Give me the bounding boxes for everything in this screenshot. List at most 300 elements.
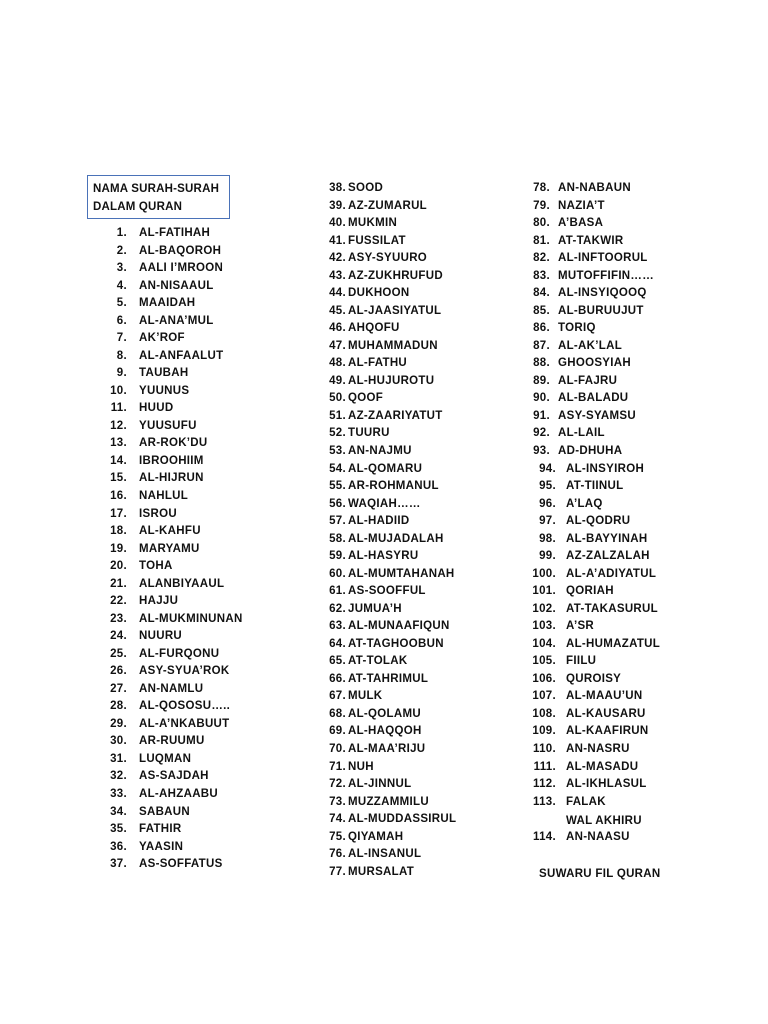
surah-list-item	[96, 716, 326, 734]
surah-list-item	[96, 786, 326, 804]
surah-name: AL-IKHLASUL	[566, 778, 647, 791]
surah-number: 36.	[110, 840, 127, 853]
surah-number: 44.	[329, 287, 346, 300]
surah-name: AS-SOOFFUL	[348, 585, 426, 598]
surah-name: AT-TAKWIR	[558, 234, 624, 247]
title-line-1: NAMA SURAH-SURAH	[93, 183, 220, 195]
surah-number: 93.	[533, 444, 550, 457]
surah-list-item	[96, 856, 326, 874]
surah-list-item	[508, 355, 748, 373]
surah-number: 70.	[329, 743, 346, 755]
surah-list-item	[508, 513, 748, 531]
surah-name: AL-ANFAALUT	[139, 349, 224, 362]
surah-name: AL-ANA’MUL	[139, 314, 214, 327]
surah-number: 29.	[110, 717, 127, 730]
surah-number: 102.	[532, 602, 556, 615]
surah-name: TOHA	[139, 560, 173, 573]
surah-name: AL-MUKMINUNAN	[139, 612, 243, 625]
surah-number: 90.	[533, 392, 550, 405]
surah-number: 104.	[532, 637, 556, 650]
surah-name: NAHLUL	[139, 489, 189, 502]
surah-name: AL-INSANUL	[348, 848, 422, 861]
surah-list-item	[306, 811, 526, 829]
surah-number: 1.	[116, 227, 127, 239]
surah-number: 6.	[116, 314, 127, 327]
surah-number: 110.	[533, 743, 556, 755]
surah-name: DUKHOON	[348, 287, 410, 300]
surah-number: 52.	[329, 427, 346, 440]
surah-number: 80.	[533, 217, 550, 230]
surah-list-item	[96, 488, 326, 506]
surah-name: MUKMIN	[348, 217, 398, 230]
surah-list-item	[508, 268, 748, 286]
surah-number: 76.	[329, 848, 346, 861]
surah-list-item	[508, 618, 748, 636]
surah-name: AL-JINNUL	[348, 778, 412, 791]
surah-number: 19.	[110, 542, 127, 555]
surah-name: FUSSILAT	[348, 234, 406, 247]
surah-number: 47.	[329, 339, 346, 352]
surah-name: FALAK	[566, 795, 606, 808]
surah-name: AZ-ZUMARUL	[348, 199, 428, 212]
surah-name: AL-FATHU	[348, 357, 408, 370]
surah-name: AL-FATIHAH	[139, 227, 211, 239]
surah-name: AL-HUMAZATUL	[566, 637, 661, 650]
surah-number: 58.	[329, 532, 346, 545]
surah-list-item	[306, 320, 526, 338]
surah-number: 65.	[329, 655, 346, 668]
surah-name: AN-NAJMU	[348, 444, 412, 457]
surah-list-item	[306, 794, 526, 812]
surah-name: LUQMAN	[139, 752, 192, 765]
surah-name: AT-TAGHOOBUN	[348, 637, 444, 650]
surah-list-item	[96, 821, 326, 839]
surah-list-item	[96, 804, 326, 822]
surah-name: AL-FURQONU	[139, 647, 220, 660]
surah-list-item	[508, 829, 748, 847]
surah-list-item	[306, 741, 526, 759]
surah-name: ISROU	[139, 507, 177, 520]
surah-number: 82.	[533, 252, 550, 265]
surah-name: AL-MAAU’UN	[566, 690, 643, 703]
surah-name: QOOF	[348, 392, 384, 405]
surah-name: YUUNUS	[139, 384, 190, 397]
surah-list-item	[96, 365, 326, 383]
surah-name: AL-BALADU	[558, 392, 629, 405]
surah-number: 22.	[110, 595, 127, 608]
suwaru-fil-quran-note: SUWARU FIL QURAN	[539, 868, 661, 880]
surah-number: 66.	[329, 672, 346, 685]
surah-number: 53.	[329, 444, 346, 457]
surah-name: AR-RUUMU	[139, 735, 205, 748]
surah-list-item	[96, 470, 326, 488]
surah-name: A’LAQ	[566, 497, 603, 510]
surah-name: AS-SAJDAH	[139, 770, 209, 783]
surah-name: AL-FAJRU	[558, 374, 618, 387]
surah-list-item	[508, 215, 748, 233]
surah-list-item	[96, 628, 326, 646]
surah-number: 9.	[116, 367, 127, 380]
surah-list-item	[306, 373, 526, 391]
surah-name: AL-MUDDASSIRUL	[348, 813, 457, 826]
surah-list-item	[306, 531, 526, 549]
surah-list-item	[96, 751, 326, 769]
surah-list-item	[96, 663, 326, 681]
surah-name: MUHAMMADUN	[348, 339, 438, 352]
surah-name: JUMUA’H	[348, 602, 402, 615]
surah-number: 61.	[329, 585, 346, 598]
surah-list-item	[306, 583, 526, 601]
surah-number: 83.	[533, 269, 550, 282]
surah-list-item	[306, 303, 526, 321]
surah-list-item	[306, 513, 526, 531]
surah-list-item	[508, 583, 748, 601]
surah-number: 23.	[110, 612, 127, 625]
surah-name: AL-JAASIYATUL	[348, 304, 442, 317]
surah-list-item	[306, 829, 526, 847]
surah-number: 94.	[539, 462, 556, 475]
surah-name: SABAUN	[139, 805, 190, 818]
surah-list-item	[306, 443, 526, 461]
surah-number: 7.	[116, 332, 127, 345]
surah-name: AL-INFTOORUL	[558, 252, 648, 265]
surah-list-item	[96, 243, 326, 261]
surah-name: AL-KAUSARU	[566, 707, 646, 720]
surah-name: FATHIR	[139, 823, 182, 836]
surah-list-item	[96, 278, 326, 296]
surah-list-item	[96, 313, 326, 331]
surah-name: AL-HIJRUN	[139, 472, 204, 485]
surah-number: 30.	[110, 735, 127, 748]
surah-name: MUZZAMMILU	[348, 795, 429, 808]
surah-name: A’SR	[566, 620, 595, 633]
surah-name: AL-INSYIROH	[566, 462, 645, 475]
surah-number: 75.	[329, 830, 346, 843]
surah-name: MURSALAT	[348, 865, 415, 878]
surah-number: 35.	[110, 823, 127, 836]
surah-list-item	[306, 390, 526, 408]
surah-list-item	[96, 348, 326, 366]
surah-list-item	[306, 776, 526, 794]
surah-name: AL-MUJADALAH	[348, 532, 444, 545]
surah-number: 107.	[532, 690, 556, 703]
surah-name: AL-INSYIQOOQ	[558, 287, 647, 300]
surah-name: AL-HUJUROTU	[348, 374, 435, 387]
surah-list-item	[306, 618, 526, 636]
surah-name: NUH	[348, 760, 374, 773]
surah-name: A’BASA	[558, 217, 604, 230]
surah-number: 21.	[110, 577, 127, 590]
surah-number: 12.	[110, 419, 127, 432]
surah-number: 57.	[329, 515, 346, 528]
surah-list-item	[508, 390, 748, 408]
surah-number: 8.	[116, 349, 127, 362]
surah-number: 99.	[539, 550, 556, 563]
surah-list-item	[306, 478, 526, 496]
surah-number: 55.	[329, 480, 346, 493]
surah-number: 2.	[116, 244, 127, 257]
surah-list-item	[96, 839, 326, 857]
surah-name: AL-MASADU	[566, 760, 639, 773]
surah-number: 111.	[533, 760, 556, 773]
surah-name: FIILU	[566, 655, 597, 668]
surah-list-item	[508, 671, 748, 689]
surah-number: 68.	[329, 707, 346, 720]
surah-list-column-2	[306, 180, 526, 881]
surah-list-item	[508, 496, 748, 514]
surah-name: MARYAMU	[139, 542, 200, 555]
surah-number: 17.	[110, 507, 127, 520]
surah-list-item	[508, 723, 748, 741]
surah-list-item	[96, 418, 326, 436]
surah-name: AD-DHUHA	[558, 444, 623, 457]
surah-list-item	[96, 295, 326, 313]
surah-number: 49.	[329, 374, 346, 387]
surah-list-item	[508, 653, 748, 671]
surah-number: 97.	[539, 515, 556, 528]
surah-number: 74.	[329, 813, 346, 826]
surah-name: ASY-SYUA’ROK	[139, 665, 230, 678]
surah-number: 95.	[539, 480, 556, 493]
surah-number: 109.	[532, 725, 556, 738]
surah-name: TAUBAH	[139, 367, 189, 380]
surah-number: 27.	[110, 682, 127, 695]
surah-list-item	[508, 198, 748, 216]
surah-list-item	[508, 601, 748, 619]
surah-list-item	[508, 759, 748, 777]
surah-number: 43.	[329, 269, 346, 282]
surah-list-item	[508, 461, 748, 479]
surah-number: 24.	[110, 630, 127, 643]
surah-number: 34.	[110, 805, 127, 818]
surah-name: AL-MAA’RIJU	[348, 743, 426, 755]
surah-number: 113.	[533, 795, 556, 808]
surah-number: 33.	[110, 788, 127, 800]
surah-name: YUUSUFU	[139, 419, 197, 432]
surah-number: 105.	[532, 655, 556, 668]
surah-number: 100.	[532, 567, 556, 580]
surah-number: 32.	[110, 770, 127, 783]
surah-number: 5.	[116, 297, 127, 310]
surah-list-item	[96, 383, 326, 401]
surah-list-column-3	[508, 180, 748, 846]
surah-name: WAQIAH……	[348, 497, 421, 510]
surah-list-item	[508, 531, 748, 549]
surah-number: 79.	[533, 199, 550, 212]
surah-number: 16.	[110, 489, 127, 502]
surah-number: 108.	[532, 707, 556, 720]
surah-name: AL-AHZAABU	[139, 788, 219, 800]
surah-list-item	[306, 653, 526, 671]
surah-name: NUURU	[139, 630, 183, 643]
surah-name: QIYAMAH	[348, 830, 404, 843]
surah-list-item	[508, 425, 748, 443]
surah-name: MUTOFFIFIN……	[558, 269, 655, 282]
surah-number: 38.	[329, 182, 346, 194]
surah-list-item	[508, 408, 748, 426]
surah-number: 31.	[110, 752, 127, 765]
surah-name: AT-TOLAK	[348, 655, 408, 668]
surah-number: 20.	[110, 560, 127, 573]
surah-list-item	[508, 688, 748, 706]
surah-list-item	[96, 330, 326, 348]
surah-name: SOOD	[348, 182, 384, 194]
document-title-box	[87, 175, 230, 219]
surah-list-item	[96, 523, 326, 541]
surah-number: 103.	[532, 620, 556, 633]
surah-list-item	[306, 425, 526, 443]
surah-name: GHOOSYIAH	[558, 357, 631, 370]
surah-list-item	[306, 180, 526, 198]
surah-name: YAASIN	[139, 840, 184, 853]
surah-name: AS-SOFFATUS	[139, 858, 223, 871]
surah-name: AL-HASYRU	[348, 550, 419, 563]
surah-number: 78.	[533, 182, 550, 194]
surah-number: 39.	[329, 199, 346, 212]
surah-list-item	[306, 461, 526, 479]
surah-list-item	[96, 733, 326, 751]
surah-name: AN-NABAUN	[558, 182, 631, 194]
surah-list-item	[306, 338, 526, 356]
surah-list-item	[306, 215, 526, 233]
surah-list-item	[306, 355, 526, 373]
surah-list-item	[306, 636, 526, 654]
surah-list-item	[306, 601, 526, 619]
surah-name: AN-NAMLU	[139, 682, 204, 695]
surah-name: AN-NASRU	[566, 743, 630, 755]
surah-number: 51.	[329, 409, 346, 422]
title-line-2: DALAM QURAN	[93, 201, 183, 213]
surah-list-item	[306, 198, 526, 216]
surah-name: AZ-ZUKHRUFUD	[348, 269, 443, 282]
surah-list-item	[508, 338, 748, 356]
surah-number: 72.	[329, 778, 346, 791]
surah-name: HAJJU	[139, 595, 179, 608]
surah-name: AK’ROF	[139, 332, 185, 345]
surah-name: ALANBIYAAUL	[139, 577, 225, 590]
surah-name: AL-QOMARU	[348, 462, 423, 475]
surah-list-item	[96, 260, 326, 278]
surah-number: 48.	[329, 357, 346, 370]
surah-name: AL-MUMTAHANAH	[348, 567, 455, 580]
surah-list-item	[306, 671, 526, 689]
surah-number: 42.	[329, 252, 346, 265]
surah-number: 112.	[533, 778, 556, 791]
surah-list-item	[96, 646, 326, 664]
surah-name: AT-TIINUL	[566, 480, 624, 493]
surah-list-item	[508, 250, 748, 268]
surah-name: AL-HAQQOH	[348, 725, 422, 738]
surah-name: HUUD	[139, 402, 174, 415]
surah-name: ASY-SYAMSU	[558, 409, 636, 422]
surah-number: 67.	[329, 690, 346, 703]
surah-list-item	[96, 681, 326, 699]
surah-list-item	[306, 864, 526, 882]
surah-list-item	[508, 636, 748, 654]
surah-name: AALI I’MROON	[139, 262, 224, 275]
surah-name: MAAIDAH	[139, 297, 196, 310]
surah-number: 60.	[329, 567, 346, 580]
surah-name: AL-MUNAAFIQUN	[348, 620, 450, 633]
surah-number: 96.	[539, 497, 556, 510]
surah-number: 13.	[110, 437, 127, 450]
surah-name: AZ-ZALZALAH	[566, 550, 650, 563]
surah-number: 4.	[116, 279, 127, 292]
surah-name: AL-KAHFU	[139, 525, 201, 538]
surah-name: AL-A’NKABUUT	[139, 717, 230, 730]
surah-list-item	[306, 268, 526, 286]
surah-number: 92.	[533, 427, 550, 440]
surah-list-column-1	[96, 225, 326, 874]
surah-name: AR-ROK’DU	[139, 437, 208, 450]
surah-number: 81.	[533, 234, 550, 247]
surah-name: QORIAH	[566, 585, 614, 598]
surah-list-item	[96, 611, 326, 629]
surah-list-item	[508, 285, 748, 303]
surah-name: NAZIA’T	[558, 199, 605, 212]
surah-list-item	[96, 453, 326, 471]
surah-name: AL-BAYYINAH	[566, 532, 648, 545]
surah-list-item	[96, 506, 326, 524]
surah-list-item	[508, 548, 748, 566]
surah-number: 26.	[110, 665, 127, 678]
surah-name: AL-AK’LAL	[558, 339, 623, 352]
surah-number: 87.	[533, 339, 550, 352]
surah-list-item	[306, 548, 526, 566]
surah-number: 84.	[533, 287, 550, 300]
surah-number: 18.	[110, 525, 127, 538]
surah-number: 63.	[329, 620, 346, 633]
surah-name: AL-LAIL	[558, 427, 605, 440]
surah-number: 10.	[110, 384, 127, 397]
surah-list-item	[508, 320, 748, 338]
surah-name: AL-QOSOSU…..	[139, 700, 231, 713]
surah-number: 45.	[329, 304, 346, 317]
surah-list-item	[508, 478, 748, 496]
surah-list-item	[306, 250, 526, 268]
surah-name: IBROOHIIM	[139, 454, 204, 467]
surah-name: AN-NAASU	[566, 830, 630, 843]
surah-list-item	[508, 180, 748, 198]
surah-number: 28.	[110, 700, 127, 713]
surah-number: 71.	[329, 760, 346, 773]
surah-list-item	[96, 576, 326, 594]
surah-list-item	[96, 593, 326, 611]
surah-number: 50.	[329, 392, 346, 405]
surah-list-item	[508, 443, 748, 461]
surah-list-item	[96, 558, 326, 576]
surah-number: 91.	[533, 409, 550, 422]
surah-name: AZ-ZAARIYATUT	[348, 409, 443, 422]
surah-number: 41.	[329, 234, 346, 247]
surah-number: 46.	[329, 322, 346, 335]
surah-number: 85.	[533, 304, 550, 317]
surah-name: AL-BURUUJUT	[558, 304, 644, 317]
surah-name: AR-ROHMANUL	[348, 480, 439, 493]
surah-list-item	[96, 435, 326, 453]
surah-name: AL-QOLAMU	[348, 707, 421, 720]
surah-list-item	[508, 741, 748, 759]
surah-name: AL-A’ADIYATUL	[566, 567, 657, 580]
surah-list-item	[508, 233, 748, 251]
surah-number: 101.	[532, 585, 556, 598]
surah-number: 88.	[533, 357, 550, 370]
surah-number: 25.	[110, 647, 127, 660]
surah-name: AL-HADIID	[348, 515, 410, 528]
surah-number: 59.	[329, 550, 346, 563]
surah-number: 86.	[533, 322, 550, 335]
surah-number: 77.	[329, 865, 346, 878]
